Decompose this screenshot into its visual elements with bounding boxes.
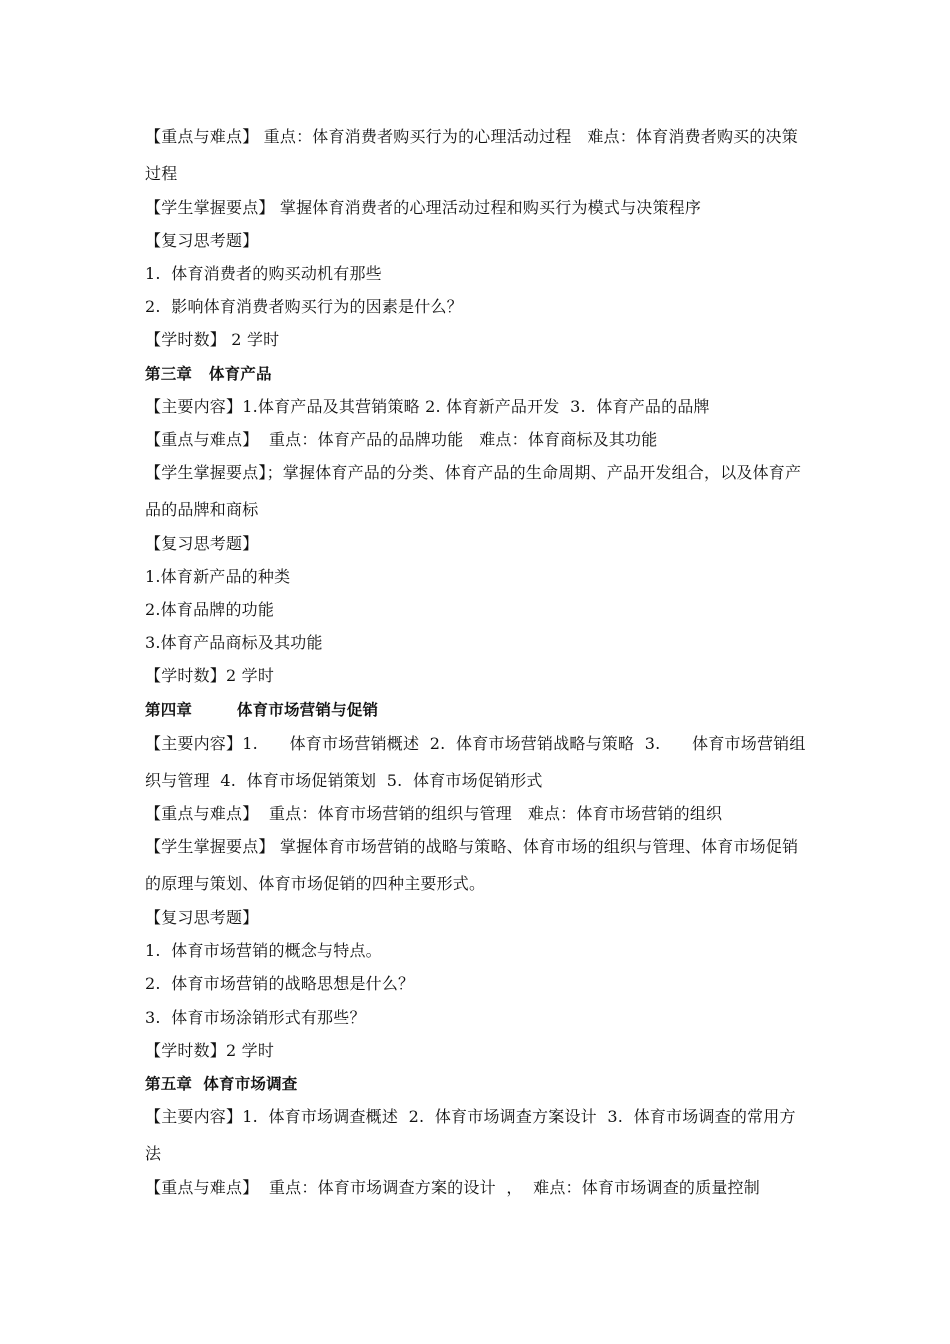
student-key-points-ch4: 【学生掌握要点】 掌握体育市场营销的战略与策略、体育市场的组织与管理、体育市场促销	[145, 837, 799, 856]
review-question-ch4-2: 2. 体育市场营销的战略思想是什么？	[145, 974, 415, 993]
main-content-ch5-cont: 法	[145, 1144, 162, 1163]
main-content-ch4-cont: 织与管理 4. 体育市场促销策划 5. 体育市场促销形式	[145, 771, 543, 790]
student-key-points-ch3-cont: 品的品牌和商标	[145, 500, 259, 519]
key-difficult-points-ch4: 【重点与难点】 重点：体育市场营销的组织与管理 难点：体育市场营销的组织	[145, 804, 723, 823]
class-hours-ch2: 【学时数】 2 学时	[145, 330, 280, 349]
student-key-points-ch4-cont: 的原理与策划、体育市场促销的四种主要形式。	[145, 874, 486, 893]
review-questions-heading-ch3: 【复习思考题】	[145, 534, 259, 553]
review-question-ch2-1: 1. 体育消费者的购买动机有那些	[145, 264, 382, 283]
chapter-3-title: 第三章 体育产品	[145, 365, 272, 383]
review-question-ch3-3: 3.体育产品商标及其功能	[145, 633, 323, 652]
review-question-ch2-2: 2. 影响体育消费者购买行为的因素是什么？	[145, 297, 463, 316]
review-questions-heading-ch2: 【复习思考题】	[145, 231, 259, 250]
class-hours-ch3: 【学时数】2 学时	[145, 666, 275, 685]
key-difficult-points-ch3: 【重点与难点】 重点：体育产品的品牌功能 难点：体育商标及其功能	[145, 430, 658, 449]
main-content-ch4: 【主要内容】1. 体育市场营销概述 2. 体育市场营销战略与策略 3. 体育市场营销组	[145, 734, 806, 753]
key-difficult-points-ch2-cont: 过程	[145, 164, 178, 183]
student-key-points-ch2: 【学生掌握要点】 掌握体育消费者的心理活动过程和购买行为模式与决策程序	[145, 198, 702, 217]
chapter-5-title: 第五章 体育市场调查	[145, 1075, 298, 1093]
review-questions-heading-ch4: 【复习思考题】	[145, 908, 259, 927]
chapter-4-title: 第四章 体育市场营销与促销	[145, 701, 379, 719]
review-question-ch3-2: 2.体育品牌的功能	[145, 600, 275, 619]
class-hours-ch4: 【学时数】2 学时	[145, 1041, 275, 1060]
review-question-ch4-1: 1. 体育市场营销的概念与特点。	[145, 941, 382, 960]
student-key-points-ch3: 【学生掌握要点】；掌握体育产品的分类、体育产品的生命周期、产品开发组合，以及体育产	[145, 463, 802, 482]
main-content-ch5: 【主要内容】1. 体育市场调查概述 2. 体育市场调查方案设计 3. 体育市场调查的常用方	[145, 1107, 796, 1126]
review-question-ch4-3: 3. 体育市场涂销形式有那些？	[145, 1008, 366, 1027]
key-difficult-points-ch2: 【重点与难点】 重点：体育消费者购买行为的心理活动过程 难点：体育消费者购买的决策	[145, 127, 798, 146]
key-difficult-points-ch5: 【重点与难点】 重点：体育市场调查方案的设计 ， 难点：体育市场调查的质量控制	[145, 1178, 760, 1197]
review-question-ch3-1: 1.体育新产品的种类	[145, 567, 291, 586]
main-content-ch3: 【主要内容】1.体育产品及其营销策略 2. 体育新产品开发 3. 体育产品的品牌	[145, 397, 710, 416]
